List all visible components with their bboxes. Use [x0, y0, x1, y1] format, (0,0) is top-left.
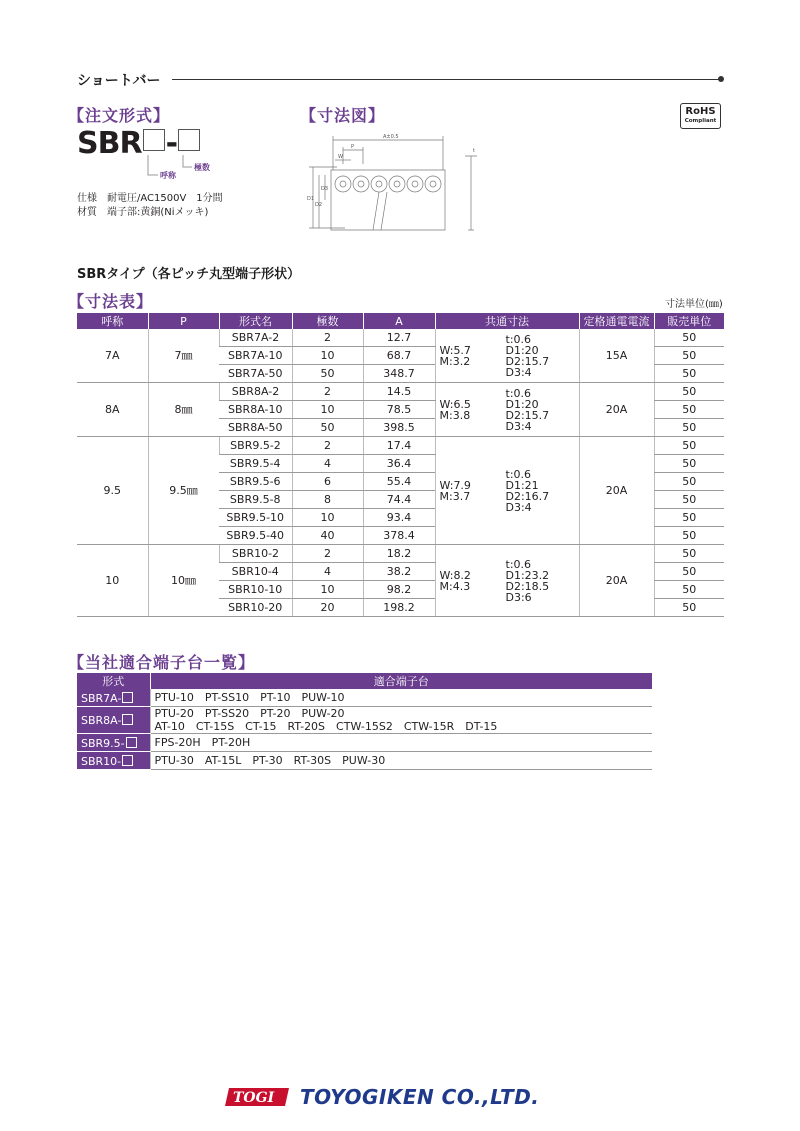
logo-text: TOGI — [233, 1090, 275, 1106]
fit-blocks-cell — [150, 752, 652, 770]
cell-current: 20A — [579, 545, 654, 617]
fit-blocks-line: PTU-10 PT-SS10 PT-10 PUW-10 — [154, 691, 345, 704]
cell-common — [435, 437, 579, 545]
cell-unit: 50 — [654, 599, 724, 617]
header-common: 共通寸法 — [435, 313, 579, 329]
cell-unit: 50 — [654, 401, 724, 419]
cell-poles: 20 — [292, 599, 363, 617]
material-line — [77, 203, 208, 218]
dim-t-label: t — [473, 148, 475, 154]
cell-unit: 50 — [654, 347, 724, 365]
common-w: W:5.7 — [439, 343, 471, 357]
fit-blocks-line: PTU-30 AT-15L PT-30 RT-30S PUW-30 — [154, 754, 386, 767]
cell-common — [435, 545, 579, 617]
cell-poles: 50 — [292, 365, 363, 383]
rohs-main: RoHS — [685, 106, 716, 117]
fit-row — [77, 734, 652, 752]
fit-blocks-cell — [150, 707, 652, 734]
material-label: 材質 — [77, 207, 97, 218]
cell-poles: 6 — [292, 473, 363, 491]
header-model: 形式名 — [219, 313, 292, 329]
rohs-badge — [680, 103, 721, 129]
cell-poles: 40 — [292, 527, 363, 545]
cell-poles: 2 — [292, 329, 363, 347]
cell-poles: 2 — [292, 545, 363, 563]
cell-model: SBR7A-2 — [219, 329, 292, 347]
common-wm — [436, 345, 506, 367]
cell-model: SBR10-10 — [219, 581, 292, 599]
common-t: t:0.6 — [505, 386, 532, 400]
cell-a: 38.2 — [363, 563, 435, 581]
common-td — [506, 559, 550, 603]
cell-unit: 50 — [654, 473, 724, 491]
cell-common — [435, 329, 579, 383]
cell-a: 378.4 — [363, 527, 435, 545]
cell-poles: 50 — [292, 419, 363, 437]
poles-box — [178, 129, 200, 151]
common-d1: D1:21 — [505, 478, 539, 492]
common-m: M:3.2 — [439, 354, 471, 368]
cell-a: 74.4 — [363, 491, 435, 509]
common-d1: D1:23.2 — [505, 568, 550, 582]
dim-a-label: A±0.5 — [383, 134, 399, 140]
cell-pitch: 9.5㎜ — [148, 437, 219, 545]
fit-blocks-line: AT-10 CT-15S CT-15 RT-20S CTW-15S2 CTW-15R DT-15 — [154, 720, 498, 733]
header-poles: 極数 — [292, 313, 363, 329]
cell-common — [435, 383, 579, 437]
common-m: M:3.7 — [439, 489, 471, 503]
cell-a: 98.2 — [363, 581, 435, 599]
cell-a: 348.7 — [363, 365, 435, 383]
fit-type-label: SBR7A- — [81, 691, 122, 705]
fit-table — [77, 673, 652, 770]
dimension-drawing — [305, 130, 490, 235]
type-title: SBRタイプ（各ピッチ丸型端子形状） — [77, 267, 301, 282]
common-w: W:8.2 — [439, 568, 471, 582]
cell-unit: 50 — [654, 581, 724, 599]
fit-type-box — [122, 714, 133, 725]
cell-model: SBR9.5-40 — [219, 527, 292, 545]
cell-current: 20A — [579, 437, 654, 545]
cell-unit: 50 — [654, 509, 724, 527]
cell-a: 18.2 — [363, 545, 435, 563]
dims-title: 【寸法表】 — [68, 292, 154, 311]
cell-current: 20A — [579, 383, 654, 437]
cell-unit: 50 — [654, 365, 724, 383]
cell-model: SBR7A-10 — [219, 347, 292, 365]
company-name: TOYOGIKEN CO.,LTD. — [300, 1085, 540, 1109]
fit-type-label: SBR8A- — [81, 714, 122, 727]
common-wm — [436, 480, 506, 502]
cell-a: 198.2 — [363, 599, 435, 617]
cell-model: SBR9.5-2 — [219, 437, 292, 455]
cell-call: 9.5 — [77, 437, 148, 545]
cell-poles: 4 — [292, 563, 363, 581]
fit-blocks-cell — [150, 734, 652, 752]
cell-a: 17.4 — [363, 437, 435, 455]
fit-row — [77, 752, 652, 770]
common-wm — [436, 570, 506, 592]
model-dash: - — [165, 126, 178, 161]
cell-poles: 2 — [292, 383, 363, 401]
diagram-title: 【寸法図】 — [300, 106, 386, 125]
dimension-table — [77, 313, 724, 617]
cell-model: SBR7A-50 — [219, 365, 292, 383]
cell-unit: 50 — [654, 491, 724, 509]
cell-unit: 50 — [654, 329, 724, 347]
cell-unit: 50 — [654, 419, 724, 437]
cell-call: 10 — [77, 545, 148, 617]
fit-header-blocks: 適合端子台 — [150, 673, 652, 689]
cell-a: 93.4 — [363, 509, 435, 527]
cell-model: SBR10-2 — [219, 545, 292, 563]
cell-unit: 50 — [654, 383, 724, 401]
fit-type-label: SBR9.5- — [81, 736, 125, 750]
common-d3: D3:4 — [505, 419, 532, 433]
common-d2: D2:18.5 — [505, 579, 550, 593]
spec-value: 耐電圧/AC1500V 1分間 — [107, 193, 223, 204]
common-t: t:0.6 — [505, 332, 532, 346]
call-box — [143, 129, 165, 151]
common-d2: D2:16.7 — [505, 489, 550, 503]
label-call: 呼称 — [160, 171, 176, 180]
common-d2: D2:15.7 — [505, 408, 550, 422]
fit-type-cell — [77, 689, 150, 707]
cell-call: 7A — [77, 329, 148, 383]
logo-mark — [225, 1086, 291, 1108]
cell-a: 398.5 — [363, 419, 435, 437]
header-call: 呼称 — [77, 313, 148, 329]
fit-title: 【当社適合端子台一覧】 — [68, 653, 256, 672]
fit-blocks-line: FPS-20H PT-20H — [154, 736, 251, 749]
rohs-sub: Compliant — [684, 118, 717, 124]
common-m: M:3.8 — [439, 408, 471, 422]
cell-a: 55.4 — [363, 473, 435, 491]
cell-unit: 50 — [654, 455, 724, 473]
common-td — [506, 334, 550, 378]
fit-type-box — [122, 692, 133, 703]
cell-a: 78.5 — [363, 401, 435, 419]
fit-blocks-line: PTU-20 PT-SS20 PT-20 PUW-20 — [154, 707, 345, 720]
cell-poles: 4 — [292, 455, 363, 473]
fit-type-label: SBR10- — [81, 754, 122, 768]
fit-header-row — [77, 673, 652, 689]
common-w: W:6.5 — [439, 397, 471, 411]
cell-poles: 10 — [292, 347, 363, 365]
fit-header-type: 形式 — [77, 673, 150, 689]
fit-row — [77, 707, 652, 734]
header-rule-dot — [718, 76, 724, 82]
cell-a: 36.4 — [363, 455, 435, 473]
dims-header-row — [77, 313, 724, 329]
cell-poles: 2 — [292, 437, 363, 455]
cell-poles: 10 — [292, 401, 363, 419]
common-w: W:7.9 — [439, 478, 471, 492]
cell-model: SBR9.5-4 — [219, 455, 292, 473]
cell-model: SBR9.5-10 — [219, 509, 292, 527]
cell-unit: 50 — [654, 437, 724, 455]
cell-model: SBR9.5-6 — [219, 473, 292, 491]
material-value: 端子部:黄銅(Niメッキ) — [107, 207, 209, 218]
common-td — [506, 469, 550, 513]
common-t: t:0.6 — [505, 557, 532, 571]
common-wm — [436, 399, 506, 421]
common-td — [506, 388, 550, 432]
cell-model: SBR8A-10 — [219, 401, 292, 419]
fit-type-cell — [77, 752, 150, 770]
table-row — [77, 329, 724, 347]
cell-current: 15A — [579, 329, 654, 383]
company-logo — [225, 1086, 291, 1108]
dims-unit: 寸法単位(㎜) — [665, 299, 723, 310]
common-m: M:4.3 — [439, 579, 471, 593]
common-d3: D3:6 — [505, 590, 532, 604]
order-title: 【注文形式】 — [68, 106, 171, 125]
section-title: ショートバー — [77, 73, 161, 89]
header-current: 定格通電電流 — [579, 313, 654, 329]
common-d1: D1:20 — [505, 343, 539, 357]
fit-type-cell — [77, 707, 150, 734]
fit-type-box — [126, 737, 137, 748]
fit-blocks-cell — [150, 689, 652, 707]
cell-call: 8A — [77, 383, 148, 437]
header-a: A — [363, 313, 435, 329]
dim-d3-label: D3 — [321, 186, 329, 192]
cell-unit: 50 — [654, 545, 724, 563]
fit-type-box — [122, 755, 133, 766]
common-d3: D3:4 — [505, 500, 532, 514]
cell-a: 14.5 — [363, 383, 435, 401]
header-rule — [172, 79, 720, 80]
common-d3: D3:4 — [505, 365, 532, 379]
cell-a: 68.7 — [363, 347, 435, 365]
cell-pitch: 7㎜ — [148, 329, 219, 383]
cell-unit: 50 — [654, 563, 724, 581]
fit-row — [77, 689, 652, 707]
cell-model: SBR8A-2 — [219, 383, 292, 401]
header-unit: 販売単位 — [654, 313, 724, 329]
dim-w-label: W — [338, 154, 343, 160]
common-d1: D1:20 — [505, 397, 539, 411]
dim-d1-label: D1 — [307, 196, 315, 202]
table-row — [77, 545, 724, 563]
cell-model: SBR9.5-8 — [219, 491, 292, 509]
cell-model: SBR10-20 — [219, 599, 292, 617]
spec-line — [77, 189, 223, 204]
cell-pitch: 10㎜ — [148, 545, 219, 617]
common-t: t:0.6 — [505, 467, 532, 481]
cell-poles: 8 — [292, 491, 363, 509]
header-pitch: P — [148, 313, 219, 329]
cell-poles: 10 — [292, 509, 363, 527]
dim-d2-label: D2 — [315, 202, 323, 208]
fit-type-cell — [77, 734, 150, 752]
label-poles: 極数 — [194, 163, 210, 172]
spec-label: 仕様 — [77, 193, 97, 204]
table-row — [77, 383, 724, 401]
table-row — [77, 437, 724, 455]
cell-unit: 50 — [654, 527, 724, 545]
cell-pitch: 8㎜ — [148, 383, 219, 437]
cell-model: SBR10-4 — [219, 563, 292, 581]
cell-poles: 10 — [292, 581, 363, 599]
common-d2: D2:15.7 — [505, 354, 550, 368]
cell-model: SBR8A-50 — [219, 419, 292, 437]
model-prefix: SBR — [77, 126, 142, 161]
cell-a: 12.7 — [363, 329, 435, 347]
dim-p-label: P — [351, 144, 355, 150]
